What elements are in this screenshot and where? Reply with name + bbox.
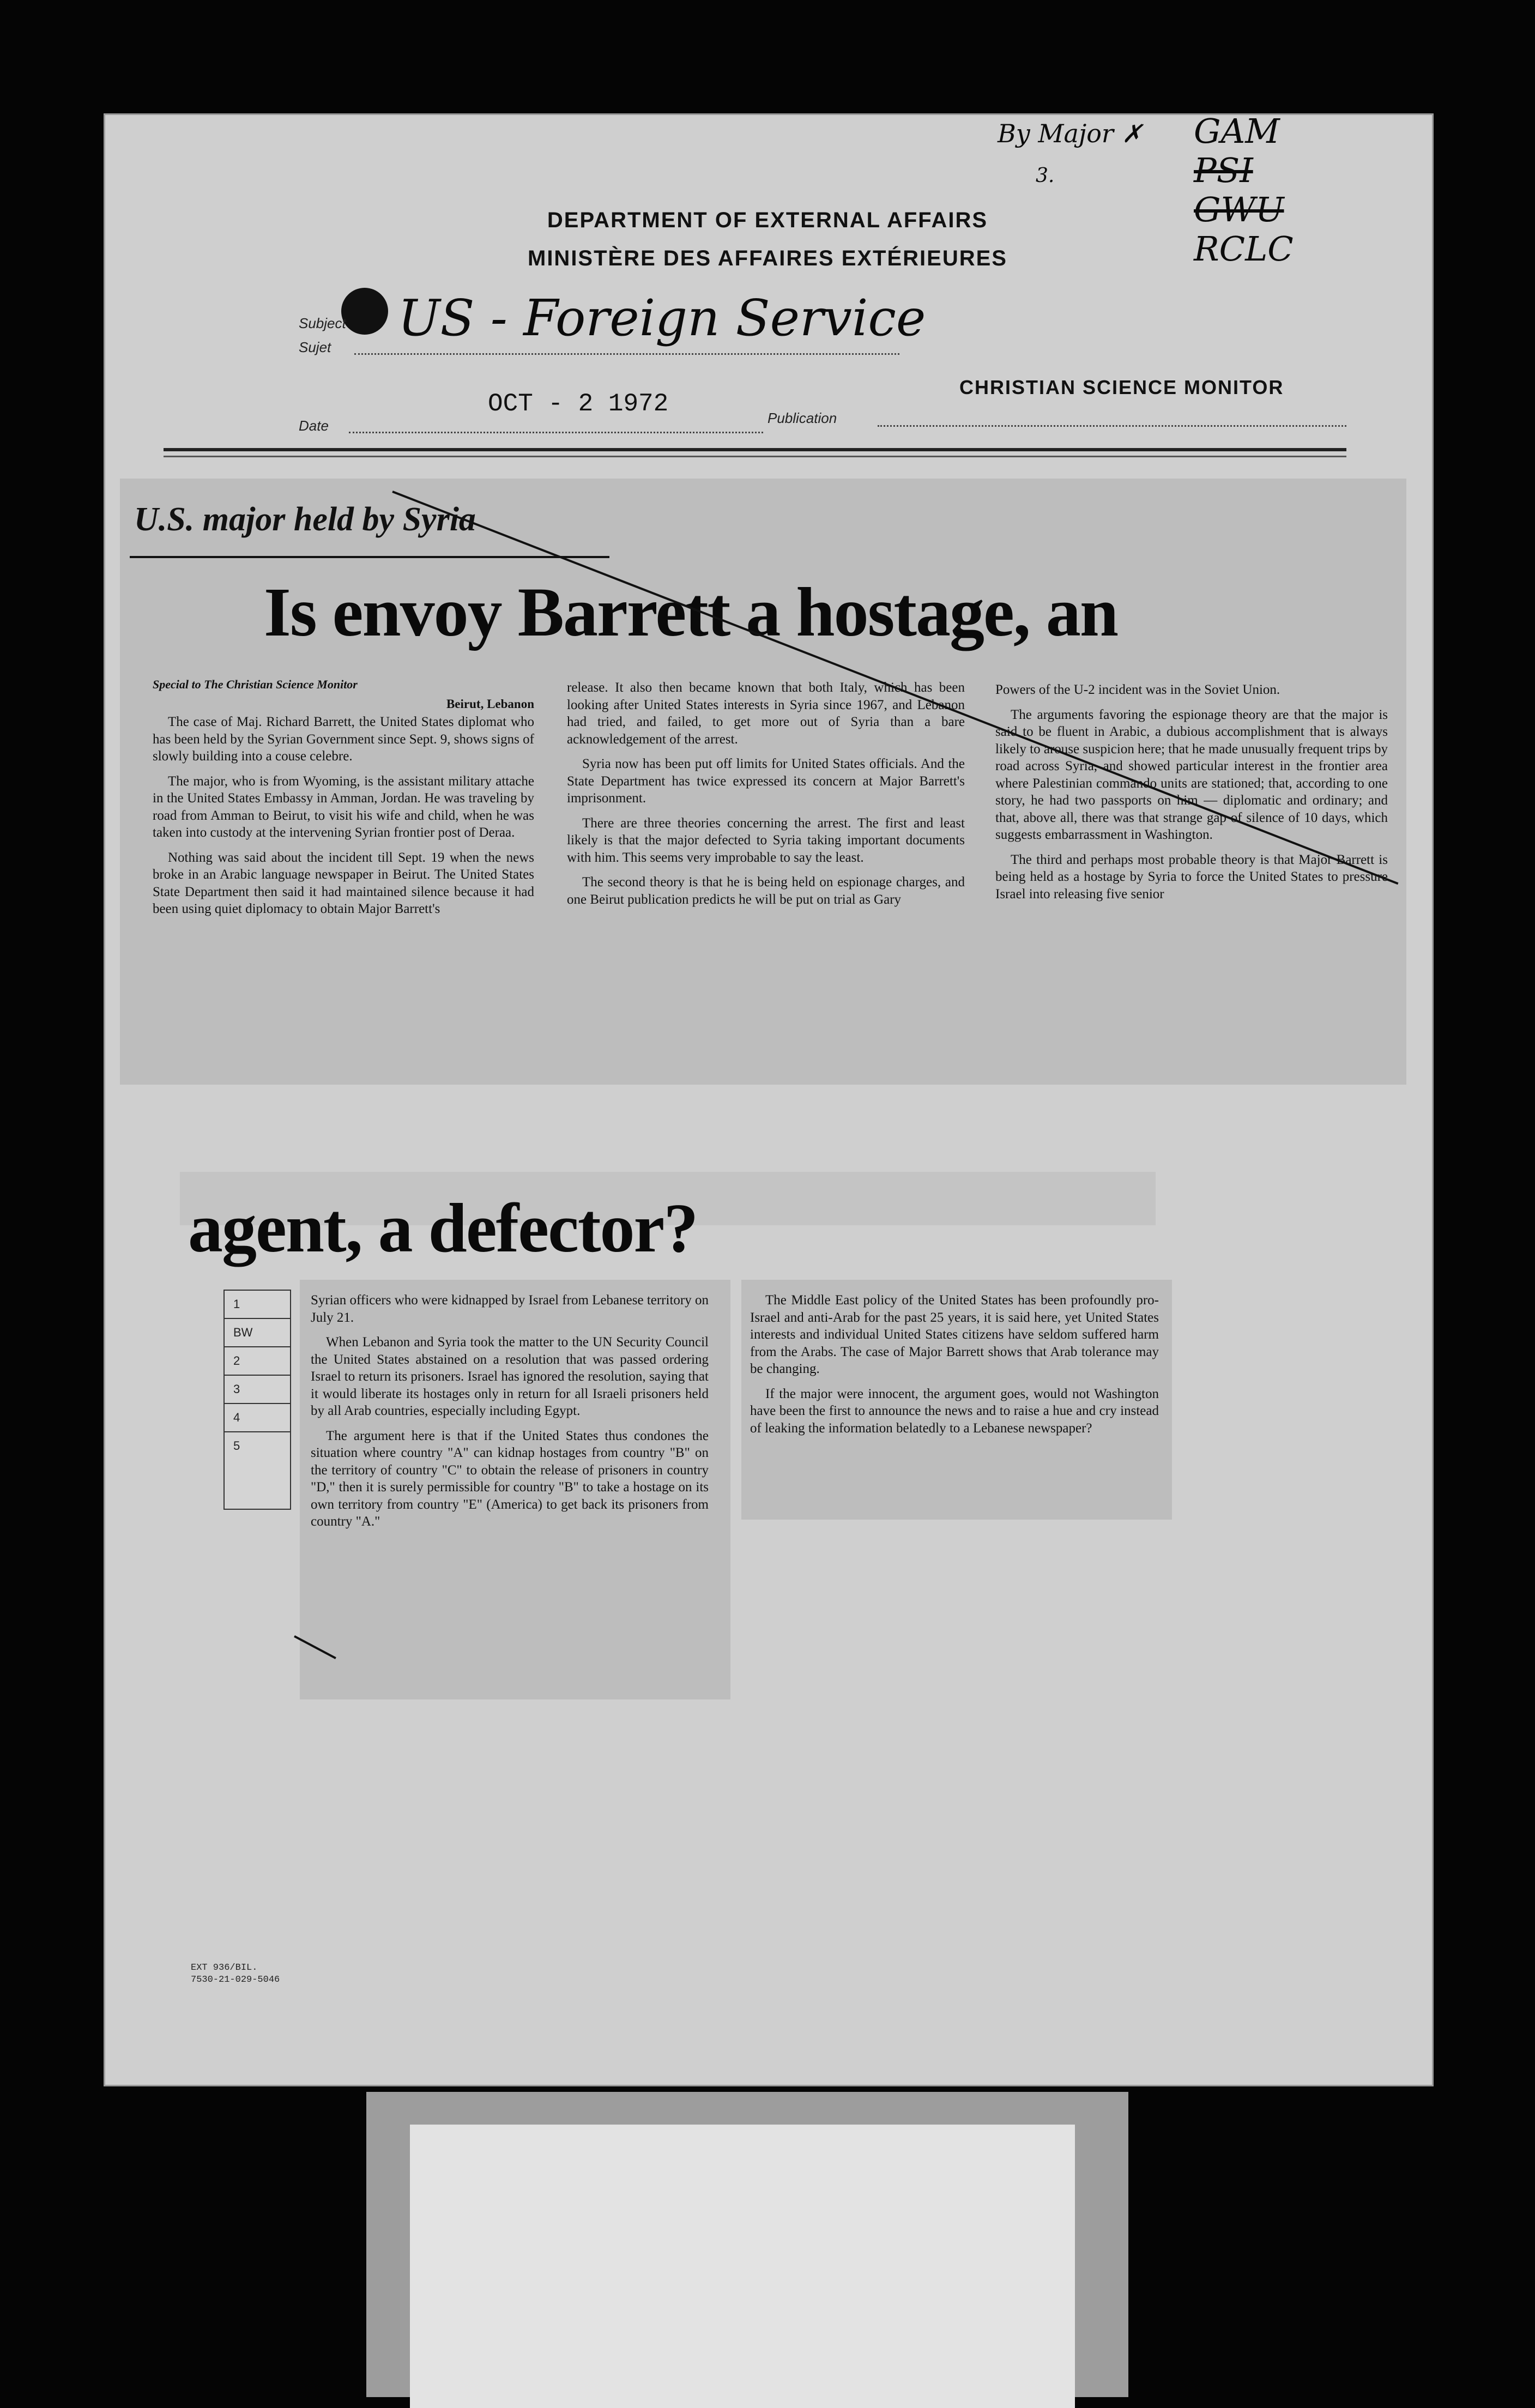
routing-code: PSI (1194, 150, 1253, 190)
kicker-rule (130, 556, 609, 558)
article-kicker: U.S. major held by Syria (134, 501, 476, 538)
article-column-1 (153, 676, 534, 918)
paragraph: The arguments favoring the espionage theory are that the major is said to be fluent in Arabic, a dubious accomplishment that is always likely to arouse suspicion here; that he made unusually frequent trips by road across Syria, and showed particular interest in the frontier area where Palestinian commando units are stationed; that, according to one story, he had two passports on him — diplomatic and ordinary; and that, above all, there was that strange gap of silence of 10 days, which suggests embarrassment in Washington. (995, 707, 1388, 842)
date-label: Date (299, 418, 329, 434)
article-column-3 (995, 681, 1388, 903)
routing-codes (1194, 112, 1374, 269)
dateline: Beirut, Lebanon (446, 697, 534, 711)
publication-label: Publication (767, 410, 837, 426)
department-name-fr: MINISTÈRE DES AFFAIRES EXTÉRIEURES (528, 246, 1007, 270)
margin-box-cell: 2 (225, 1347, 290, 1376)
margin-box-cell: 4 (225, 1404, 290, 1432)
subject-line (354, 353, 899, 355)
paragraph: Syrian officers who were kidnapped by Israel from Lebanese territory on July 21. (311, 1293, 709, 1325)
subject-value: US - Foreign Service (398, 289, 926, 347)
paragraph: If the major were innocent, the argument goes, would not Washington have been the first to announce the news and to raise a hue and cry instead of leaking the information belatedly to a Lebanese newspaper? (750, 1386, 1159, 1436)
margin-routing-box (223, 1290, 291, 1510)
margin-box-cell: 3 (225, 1376, 290, 1404)
byline: Special to The Christian Science Monitor (153, 677, 358, 691)
routing-code: RCLC (1194, 229, 1294, 269)
headline-line-1: Is envoy Barrett a hostage, an (264, 573, 1117, 651)
article-column-4 (311, 1292, 709, 1530)
form-code (191, 1962, 280, 1986)
paragraph: Nothing was said about the incident till Sept. 19 when the news broke in an Arabic language newspaper in Beirut. The United States State Department then said it had maintained silence because it had been using quiet diplomacy to obtain Major Barrett's (153, 850, 534, 916)
routing-number: 3. (1036, 165, 1055, 187)
paragraph: The major, who is from Wyoming, is the assistant military attache in the United States Embassy in Amman, Jordan. He was traveling by road from Amman to Beirut, to visit his wife and child, when he was taken into custody at the intervening Syrian frontier post of Deraa. (153, 773, 534, 840)
margin-box-cell: 1 (225, 1291, 290, 1319)
date-value: OCT - 2 1972 (488, 390, 669, 418)
paragraph: When Lebanon and Syria took the matter to the UN Security Council the United States abstained on a resolution that was passed ordering Israel to return its prisoners. Israel has ignored the resolution, saying that it would liberate its hostages only in return for all Israeli prisoners held by all Arab countries, especially including Egypt. (311, 1335, 709, 1418)
article-column-5 (750, 1292, 1159, 1437)
margin-box-cell: 5 (233, 1439, 240, 1453)
routing-code: GWU (1194, 190, 1284, 229)
paragraph: The second theory is that he is being held on espionage charges, and one Beirut publication predicts he will be put on trial as Gary (567, 875, 965, 907)
header-rule-thin (164, 456, 1346, 457)
paragraph: Syria now has been put off limits for United States officials. And the State Department has twice expressed its concern at Major Barrett's imprisonment. (567, 757, 965, 806)
attached-envelope (366, 2092, 1128, 2397)
paragraph: The third and perhaps most probable theory is that Major Barrett is being held as a hostage by Syria to force the United States to pressure Israel into releasing five senior (995, 852, 1388, 902)
header-rule (164, 448, 1346, 451)
publication-line (878, 425, 1346, 427)
paragraph: The Middle East policy of the United States has been profoundly pro-Israel and anti-Arab for the past 25 years, it is said here, yet United States interests and individual United States citizens have seldom suffered harm from the Arabs. The case of Major Barrett shows that Arab tolerance may be changing. (750, 1293, 1159, 1376)
publication-value: CHRISTIAN SCIENCE MONITOR (959, 376, 1284, 398)
paragraph: The argument here is that if the United States thus condones the situation where country "A" can kidnap hostages from country "B" on the territory of country "C" to obtain the release of prisoners in country "D," then it is surely permissible for country "B" to take a hostage on its own territory from country "E" (America) to get back its prisoners from country "A." (311, 1428, 709, 1529)
subject-label-fr: Sujet (299, 339, 331, 355)
paragraph: release. It also then became known that both Italy, which has been looking after United States interests in Syria since 1967, and Lebanon had tried, and failed, to get more out of Syria than a bare acknowledgement of the arrest. (567, 680, 965, 747)
department-name-en: DEPARTMENT OF EXTERNAL AFFAIRS (547, 208, 988, 232)
form-code-line: EXT 936/BIL. (191, 1963, 258, 1973)
routing-note: By Major ✗ (998, 119, 1143, 148)
paragraph: Powers of the U-2 incident was in the Soviet Union. (995, 682, 1280, 697)
article-column-2 (567, 679, 965, 908)
headline-line-2: agent, a defector? (188, 1189, 698, 1267)
document-sheet (104, 113, 1434, 2086)
punch-hole (341, 288, 388, 335)
envelope-window (410, 2125, 1075, 2408)
form-code-line: 7530-21-029-5046 (191, 1975, 280, 1985)
routing-code: GAM (1194, 111, 1280, 151)
subject-label-en: Subject (299, 315, 346, 331)
date-line (349, 432, 763, 433)
margin-box-cell: BW (225, 1319, 290, 1347)
paragraph: There are three theories concerning the arrest. The first and least likely is that the major defected to Syria taking important documents with him. This seems very improbable to say the least. (567, 815, 965, 865)
paragraph: The case of Maj. Richard Barrett, the United States diplomat who has been held by the Syrian Government since Sept. 9, shows signs of slowly building into a couse celebre. (153, 715, 534, 764)
